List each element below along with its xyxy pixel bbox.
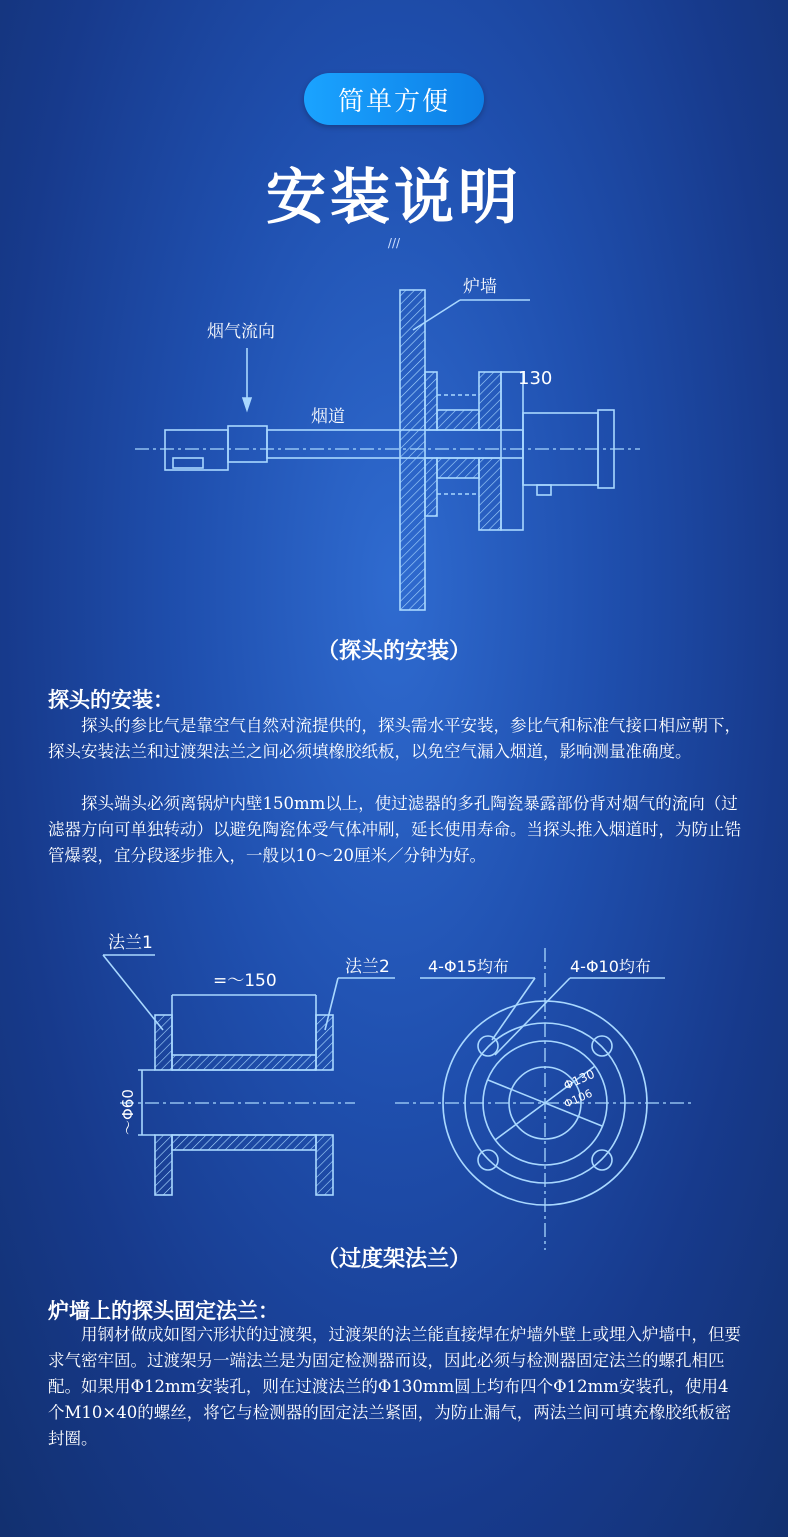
section-title-wall-flange: 炉墙上的探头固定法兰： (48, 1299, 279, 1323)
title-divider: /// (387, 236, 401, 250)
probe-connector (537, 485, 551, 495)
pipe-wall-bottom (172, 1135, 316, 1150)
label-length: =～150 (213, 971, 277, 991)
probe-tube (267, 430, 523, 458)
probe-flange (501, 372, 523, 530)
label-d130: Φ130 (561, 1066, 597, 1093)
probe-tip (165, 430, 228, 470)
probe-coupling (228, 426, 267, 462)
flange-top (479, 372, 501, 430)
label-wall: 炉墙 (463, 277, 497, 297)
transition-flange-diagram (0, 915, 788, 1255)
caption-probe-installation: （探头的安装） (316, 638, 471, 664)
sleeve-top (437, 410, 479, 430)
caption-transition-flange: （过度架法兰） (316, 1246, 471, 1272)
page-title: 安装说明 (266, 163, 522, 233)
label-holes-15: 4-Φ15均布 (428, 957, 509, 976)
sleeve-bottom (437, 458, 479, 478)
label-flange2: 法兰2 (345, 957, 390, 977)
label-holes-10: 4-Φ10均布 (570, 957, 651, 976)
feature-pill: 简单方便 (304, 73, 484, 125)
label-flange1: 法兰1 (108, 933, 153, 953)
probe-installation-paragraph-1: 探头的参比气是靠空气自然对流提供的，探头需水平安装，参比气和标准气接口相应朝下，探头安装法兰和过渡架法兰之间必须填橡胶纸板，以免空气漏入烟道，影响测量准确度。 (48, 716, 741, 761)
wall-collar-bottom (425, 458, 437, 516)
label-duct: 烟道 (311, 407, 345, 427)
wall-collar-top (425, 372, 437, 430)
flange1-bottom (155, 1135, 172, 1195)
pipe-wall-top (172, 1055, 316, 1070)
probe-installation-diagram (0, 270, 788, 620)
label-d106: Φ106 (561, 1086, 595, 1111)
wall-flange-paragraph: 用钢材做成如图六形状的过渡架，过渡架的法兰能直接焊在炉墙外壁上或埋入炉墙中，但要求气密牢固。过渡架另一端法兰是为固定检测器而设，因此必须与检测器固定法兰的螺孔相匹配。如果用Φ12mm安装孔，则在过渡法兰的Φ130mm圆上均布四个Φ12mm安装孔，使用4个M10×40的螺丝，将它与检测器的固定法兰紧固，为防止漏气，两法兰间可填充橡胶纸板密封圈。 (48, 1325, 741, 1448)
label-diameter: ～Φ60 (119, 1089, 137, 1135)
furnace-wall (400, 290, 425, 610)
probe-tip-port (173, 458, 203, 468)
label-flow: 烟气流向 (207, 322, 275, 342)
flange-bottom (479, 458, 501, 530)
label-dim-130: 130 (518, 368, 553, 389)
flange2-bottom (316, 1135, 333, 1195)
section-title-probe-installation: 探头的安装： (48, 688, 174, 712)
flange2-top (316, 1015, 333, 1070)
probe-installation-paragraph-2: 探头端头必须离锅炉内壁150mm以上，使过滤器的多孔陶瓷暴露部份背对烟气的流向（过滤器方向可单独转动）以避免陶瓷体受气体冲刷，延长使用寿命。当探头推入烟道时，为防止锆管爆裂，宜分段逐步推入，一般以10～20厘米／分钟为好。 (48, 794, 741, 865)
